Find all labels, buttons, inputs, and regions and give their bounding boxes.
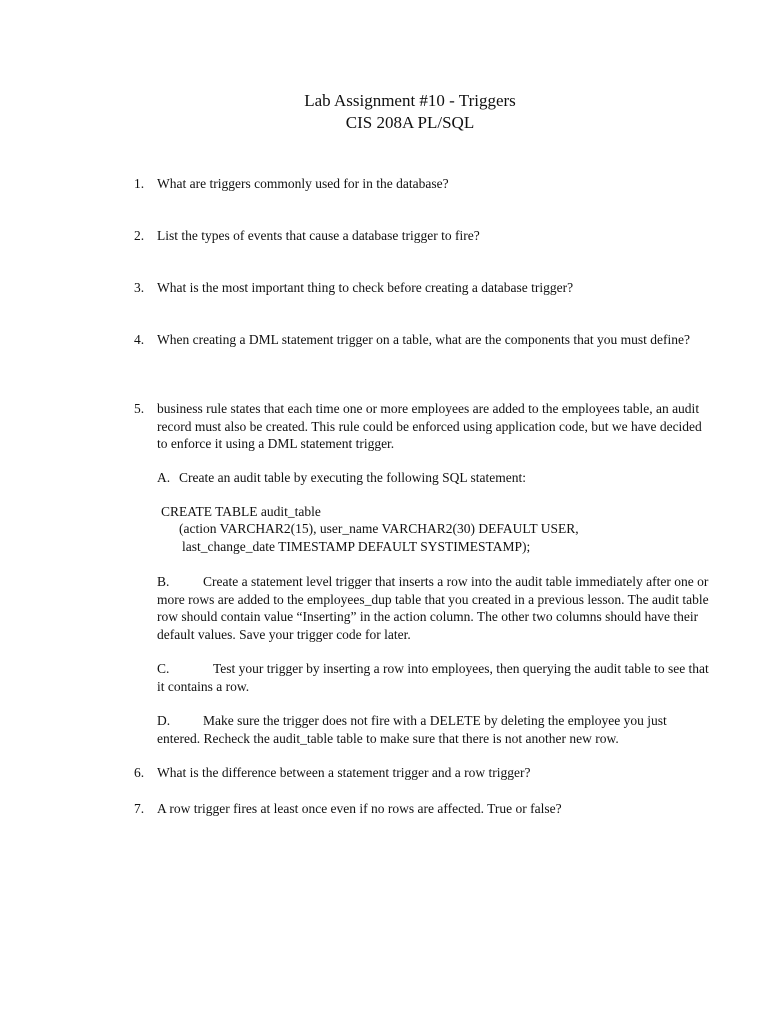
part-text: Create an audit table by executing the following SQL statement: [179,470,527,485]
course-name: CIS 208A PL/SQL [345,113,475,132]
question-text: business rule states that each time one or more employees are added to the employees table, an audit record must also be created. This rule could be enforced using application code, but we have decided to enforce it using a DML statement trigger. [157,401,702,451]
question-number: 7. [134,801,145,816]
part-text: Test your trigger by inserting a row into employees, then querying the audit table to see that it contains a row. [157,661,709,694]
sql-code-line-2: (action VARCHAR2(15), user_name VARCHAR2(30) DEFAULT USER, [179,521,579,536]
question-5-part-a [157,469,713,487]
document-title: Lab Assignment #10 - Triggers [304,91,516,110]
question-5-part-b [157,573,713,643]
question-2 [134,227,714,245]
part-letter: B. [157,574,170,589]
part-letter: A. [157,470,171,485]
part-letter: D. [157,713,171,728]
question-7 [134,800,714,818]
question-number: 6. [134,765,145,780]
part-text: Create a statement level trigger that inserts a row into the audit table immediately after one or more rows are added to the employees_dup table that you created in a previous lesson. The audit table row should contain value “Inserting” in the action column. The other two columns should have their default values. Save your trigger code for later. [157,574,709,642]
question-text: A row trigger fires at least once even if no rows are affected. True or false? [157,801,562,816]
part-text: Make sure the trigger does not fire with a DELETE by deleting the employee you just entered. Recheck the audit_table table to make sure that there is not another new row. [157,713,667,746]
question-text: What is the most important thing to check before creating a database trigger? [157,280,574,295]
question-5-part-d [157,712,713,747]
question-text: What is the difference between a statement trigger and a row trigger? [157,765,531,780]
sql-code-line-3: last_change_date TIMESTAMP DEFAULT SYSTIMESTAMP); [182,539,531,554]
question-number: 4. [134,332,145,347]
question-text: List the types of events that cause a database trigger to fire? [157,228,480,243]
question-text: What are triggers commonly used for in the database? [157,176,449,191]
question-text: When creating a DML statement trigger on a table, what are the components that you must define? [157,332,690,347]
question-number: 3. [134,280,145,295]
part-letter: C. [157,661,170,676]
question-4 [134,331,714,349]
question-5-part-c [157,660,713,695]
question-number: 2. [134,228,145,243]
sql-code-line-1: CREATE TABLE audit_table [161,504,321,519]
question-number: 1. [134,176,145,191]
question-number: 5. [134,401,145,416]
question-1 [134,175,714,193]
document-header [0,90,768,134]
question-6 [134,764,714,782]
question-5 [134,400,714,453]
question-3 [134,279,714,297]
